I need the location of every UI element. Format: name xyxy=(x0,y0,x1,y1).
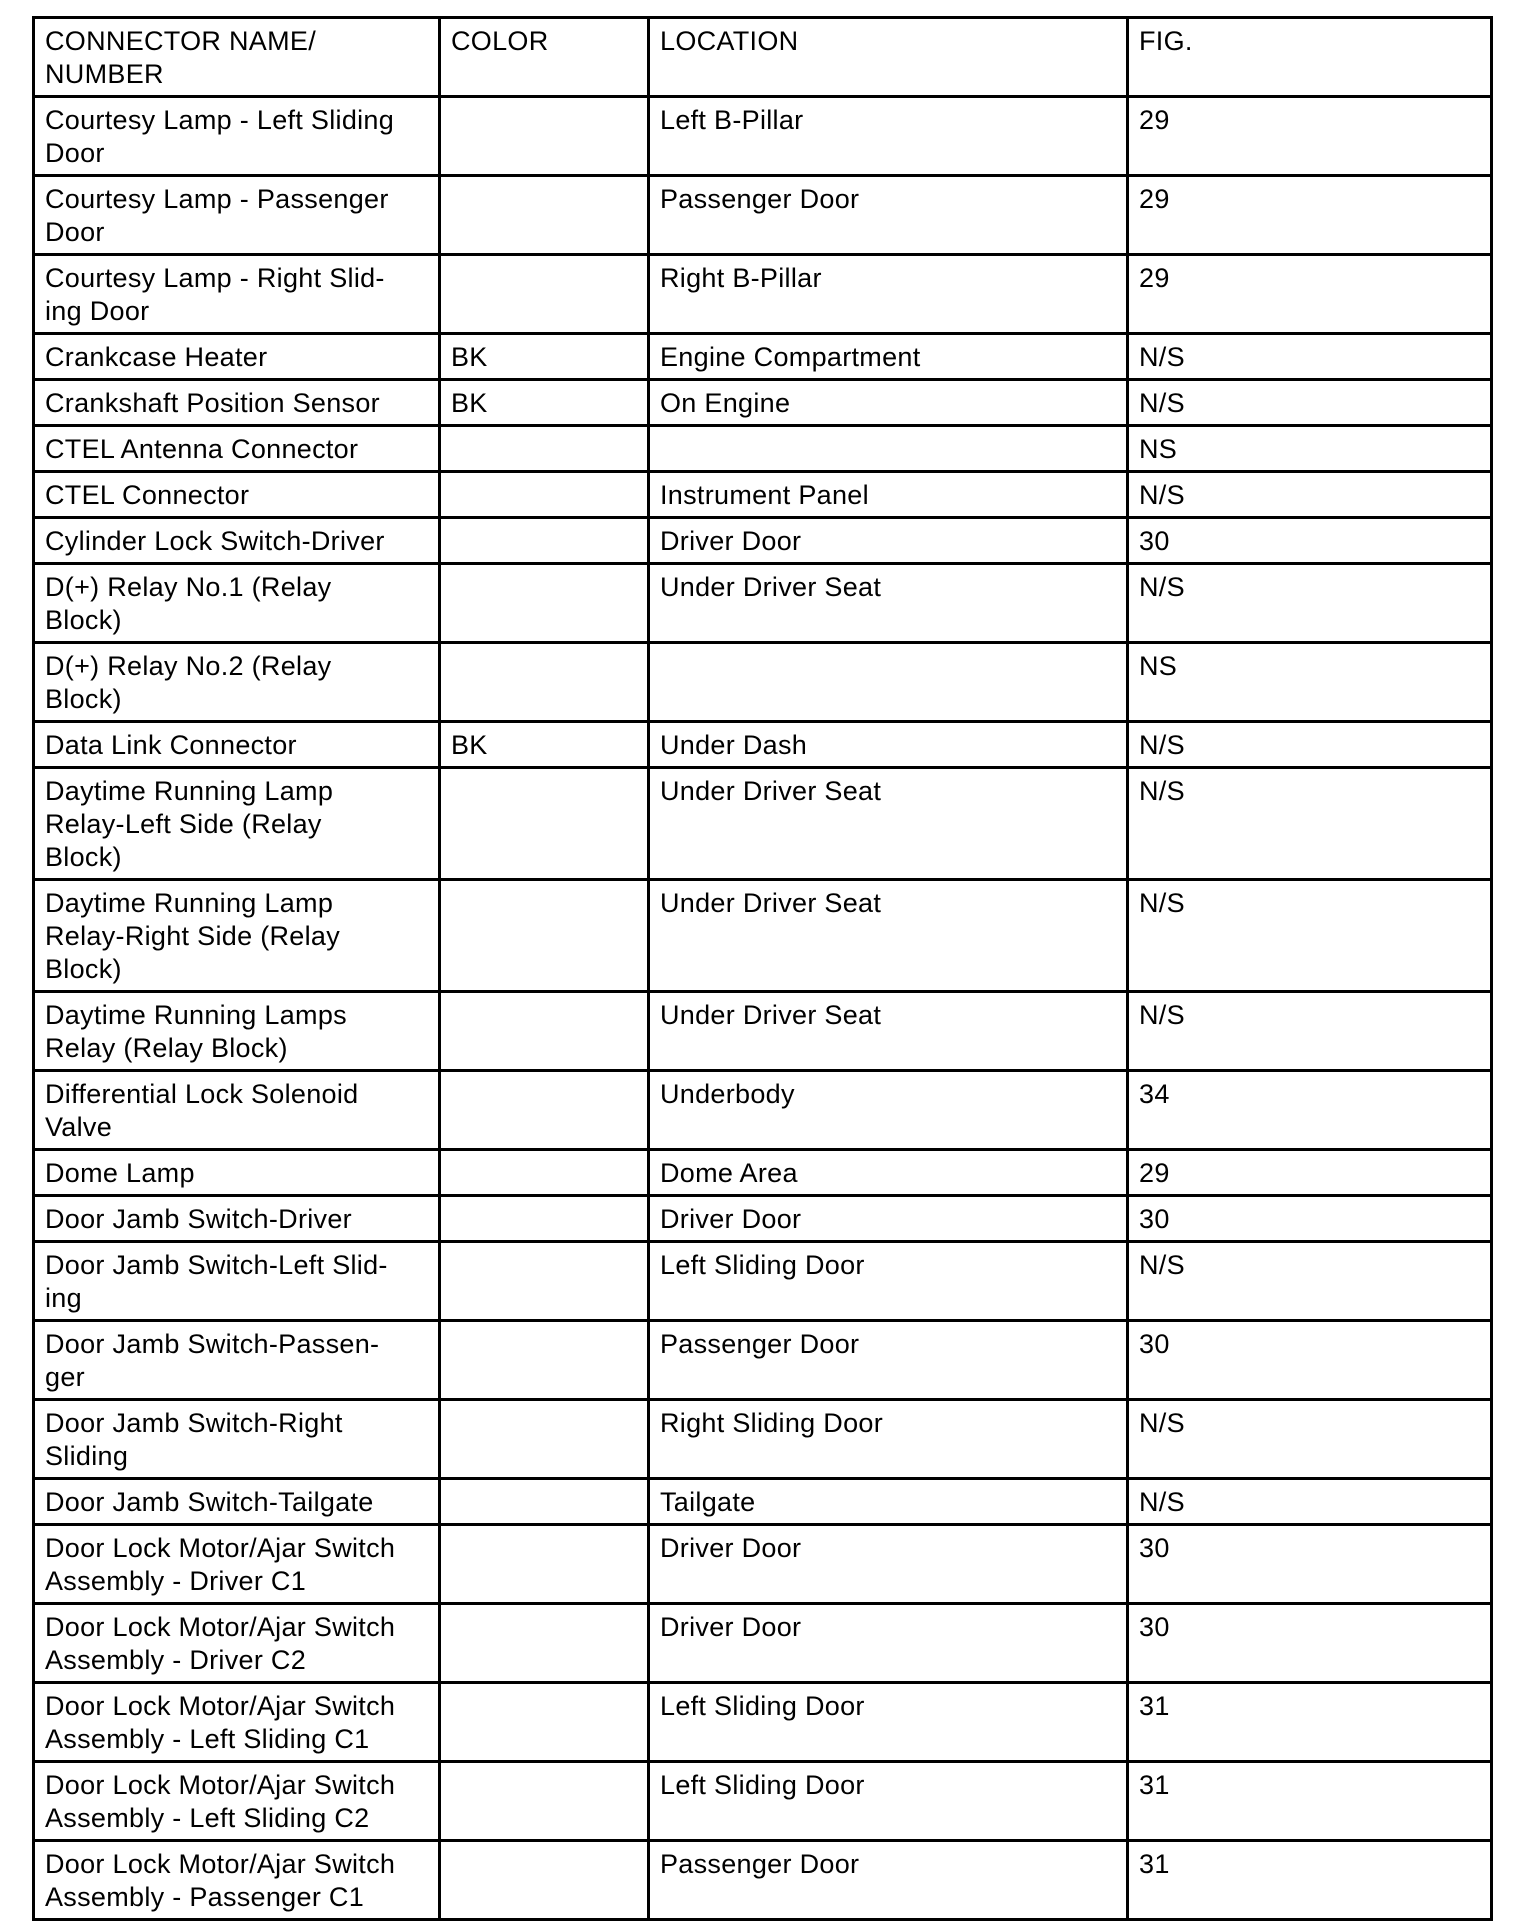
cell-fig: N/S xyxy=(1128,380,1492,426)
table-row xyxy=(34,1762,1492,1841)
cell-fig: N/S xyxy=(1128,564,1492,643)
cell-fig: N/S xyxy=(1128,1242,1492,1321)
cell-connector-name: Door Lock Motor/Ajar Switch Assembly - Passenger C1 xyxy=(34,1841,440,1920)
cell-fig: 30 xyxy=(1128,1525,1492,1604)
cell-color: BK xyxy=(440,334,649,380)
cell-connector-name: CTEL Connector xyxy=(34,472,440,518)
cell-connector-name: Daytime Running Lamp Relay-Right Side (Relay Block) xyxy=(34,880,440,992)
cell-connector-name: Dome Lamp xyxy=(34,1150,440,1196)
cell-connector-name: Crankcase Heater xyxy=(34,334,440,380)
cell-color xyxy=(440,1525,649,1604)
cell-location: Left B-Pillar xyxy=(649,97,1128,176)
cell-location: Under Driver Seat xyxy=(649,564,1128,643)
cell-fig: 29 xyxy=(1128,255,1492,334)
cell-location: Instrument Panel xyxy=(649,472,1128,518)
cell-fig: N/S xyxy=(1128,1479,1492,1525)
cell-location: Left Sliding Door xyxy=(649,1762,1128,1841)
cell-location: Under Dash xyxy=(649,722,1128,768)
cell-location: Dome Area xyxy=(649,1150,1128,1196)
table-row xyxy=(34,1841,1492,1920)
cell-fig: 29 xyxy=(1128,97,1492,176)
cell-fig: 31 xyxy=(1128,1841,1492,1920)
cell-location: Right Sliding Door xyxy=(649,1400,1128,1479)
cell-fig: 31 xyxy=(1128,1683,1492,1762)
table-row xyxy=(34,880,1492,992)
cell-connector-name: Crankshaft Position Sensor xyxy=(34,380,440,426)
cell-fig: 31 xyxy=(1128,1762,1492,1841)
table-row xyxy=(34,176,1492,255)
cell-color xyxy=(440,97,649,176)
table-row xyxy=(34,1400,1492,1479)
cell-location: Right B-Pillar xyxy=(649,255,1128,334)
cell-connector-name: Door Jamb Switch-Tailgate xyxy=(34,1479,440,1525)
cell-connector-name: Door Lock Motor/Ajar Switch Assembly - Driver C1 xyxy=(34,1525,440,1604)
cell-color xyxy=(440,564,649,643)
cell-connector-name: Courtesy Lamp - Passenger Door xyxy=(34,176,440,255)
table-row xyxy=(34,518,1492,564)
cell-location: Under Driver Seat xyxy=(649,768,1128,880)
cell-connector-name: Door Lock Motor/Ajar Switch Assembly - Driver C2 xyxy=(34,1604,440,1683)
table-row xyxy=(34,1196,1492,1242)
cell-connector-name: Door Jamb Switch-Passen- ger xyxy=(34,1321,440,1400)
cell-location: Under Driver Seat xyxy=(649,992,1128,1071)
cell-color xyxy=(440,1762,649,1841)
cell-location: Tailgate xyxy=(649,1479,1128,1525)
table-row xyxy=(34,1604,1492,1683)
cell-color: BK xyxy=(440,380,649,426)
cell-connector-name: Door Jamb Switch-Left Slid- ing xyxy=(34,1242,440,1321)
cell-connector-name: Differential Lock Solenoid Valve xyxy=(34,1071,440,1150)
cell-connector-name: Daytime Running Lamp Relay-Left Side (Relay Block) xyxy=(34,768,440,880)
cell-location: On Engine xyxy=(649,380,1128,426)
table-row xyxy=(34,1321,1492,1400)
cell-location: Driver Door xyxy=(649,1604,1128,1683)
cell-color: BK xyxy=(440,722,649,768)
table-row xyxy=(34,1479,1492,1525)
table-header-row xyxy=(34,18,1492,97)
cell-fig: N/S xyxy=(1128,334,1492,380)
cell-fig: N/S xyxy=(1128,1400,1492,1479)
cell-location: Engine Compartment xyxy=(649,334,1128,380)
cell-connector-name: Daytime Running Lamps Relay (Relay Block) xyxy=(34,992,440,1071)
cell-location: Left Sliding Door xyxy=(649,1242,1128,1321)
cell-color xyxy=(440,768,649,880)
table-row xyxy=(34,564,1492,643)
cell-connector-name: Cylinder Lock Switch-Driver xyxy=(34,518,440,564)
cell-fig: 29 xyxy=(1128,1150,1492,1196)
cell-fig: NS xyxy=(1128,643,1492,722)
table-row xyxy=(34,1683,1492,1762)
table-row xyxy=(34,722,1492,768)
cell-color xyxy=(440,1479,649,1525)
cell-location: Under Driver Seat xyxy=(649,880,1128,992)
cell-color xyxy=(440,1150,649,1196)
cell-fig: N/S xyxy=(1128,880,1492,992)
cell-color xyxy=(440,643,649,722)
header-location: LOCATION xyxy=(649,18,1128,97)
cell-connector-name: Door Lock Motor/Ajar Switch Assembly - Left Sliding C2 xyxy=(34,1762,440,1841)
cell-color xyxy=(440,255,649,334)
table-row xyxy=(34,472,1492,518)
cell-location: Passenger Door xyxy=(649,1841,1128,1920)
header-fig: FIG. xyxy=(1128,18,1492,97)
cell-fig: 34 xyxy=(1128,1071,1492,1150)
cell-fig: 30 xyxy=(1128,518,1492,564)
cell-connector-name: D(+) Relay No.1 (Relay Block) xyxy=(34,564,440,643)
cell-color xyxy=(440,518,649,564)
cell-fig: N/S xyxy=(1128,768,1492,880)
cell-location xyxy=(649,643,1128,722)
table-row xyxy=(34,97,1492,176)
table-body xyxy=(34,97,1492,1920)
table-row xyxy=(34,255,1492,334)
cell-color xyxy=(440,1604,649,1683)
cell-connector-name: Courtesy Lamp - Right Slid- ing Door xyxy=(34,255,440,334)
cell-color xyxy=(440,1400,649,1479)
cell-color xyxy=(440,1321,649,1400)
cell-connector-name: D(+) Relay No.2 (Relay Block) xyxy=(34,643,440,722)
cell-location: Driver Door xyxy=(649,1196,1128,1242)
table-row xyxy=(34,334,1492,380)
cell-fig: 30 xyxy=(1128,1321,1492,1400)
cell-color xyxy=(440,472,649,518)
cell-connector-name: Courtesy Lamp - Left Sliding Door xyxy=(34,97,440,176)
cell-connector-name: Door Jamb Switch-Right Sliding xyxy=(34,1400,440,1479)
table-row xyxy=(34,768,1492,880)
cell-fig: N/S xyxy=(1128,472,1492,518)
cell-location: Passenger Door xyxy=(649,1321,1128,1400)
cell-color xyxy=(440,992,649,1071)
cell-connector-name: Data Link Connector xyxy=(34,722,440,768)
cell-fig: N/S xyxy=(1128,992,1492,1071)
cell-fig: 30 xyxy=(1128,1196,1492,1242)
cell-fig: N/S xyxy=(1128,722,1492,768)
cell-fig: 29 xyxy=(1128,176,1492,255)
cell-color xyxy=(440,1841,649,1920)
cell-connector-name: CTEL Antenna Connector xyxy=(34,426,440,472)
cell-location: Underbody xyxy=(649,1071,1128,1150)
cell-connector-name: Door Jamb Switch-Driver xyxy=(34,1196,440,1242)
cell-connector-name: Door Lock Motor/Ajar Switch Assembly - Left Sliding C1 xyxy=(34,1683,440,1762)
cell-location: Driver Door xyxy=(649,518,1128,564)
cell-color xyxy=(440,1242,649,1321)
cell-fig: NS xyxy=(1128,426,1492,472)
cell-color xyxy=(440,1071,649,1150)
cell-color xyxy=(440,880,649,992)
connector-table xyxy=(32,16,1493,1921)
cell-location: Passenger Door xyxy=(649,176,1128,255)
cell-location: Driver Door xyxy=(649,1525,1128,1604)
table-row xyxy=(34,426,1492,472)
cell-color xyxy=(440,1683,649,1762)
table-row xyxy=(34,380,1492,426)
cell-color xyxy=(440,426,649,472)
table-row xyxy=(34,1525,1492,1604)
header-connector-name: CONNECTOR NAME/ NUMBER xyxy=(34,18,440,97)
table-row xyxy=(34,643,1492,722)
cell-location: Left Sliding Door xyxy=(649,1683,1128,1762)
cell-fig: 30 xyxy=(1128,1604,1492,1683)
cell-location xyxy=(649,426,1128,472)
table-row xyxy=(34,1242,1492,1321)
table-row xyxy=(34,1071,1492,1150)
cell-color xyxy=(440,176,649,255)
table-row xyxy=(34,1150,1492,1196)
cell-color xyxy=(440,1196,649,1242)
table-row xyxy=(34,992,1492,1071)
header-color: COLOR xyxy=(440,18,649,97)
